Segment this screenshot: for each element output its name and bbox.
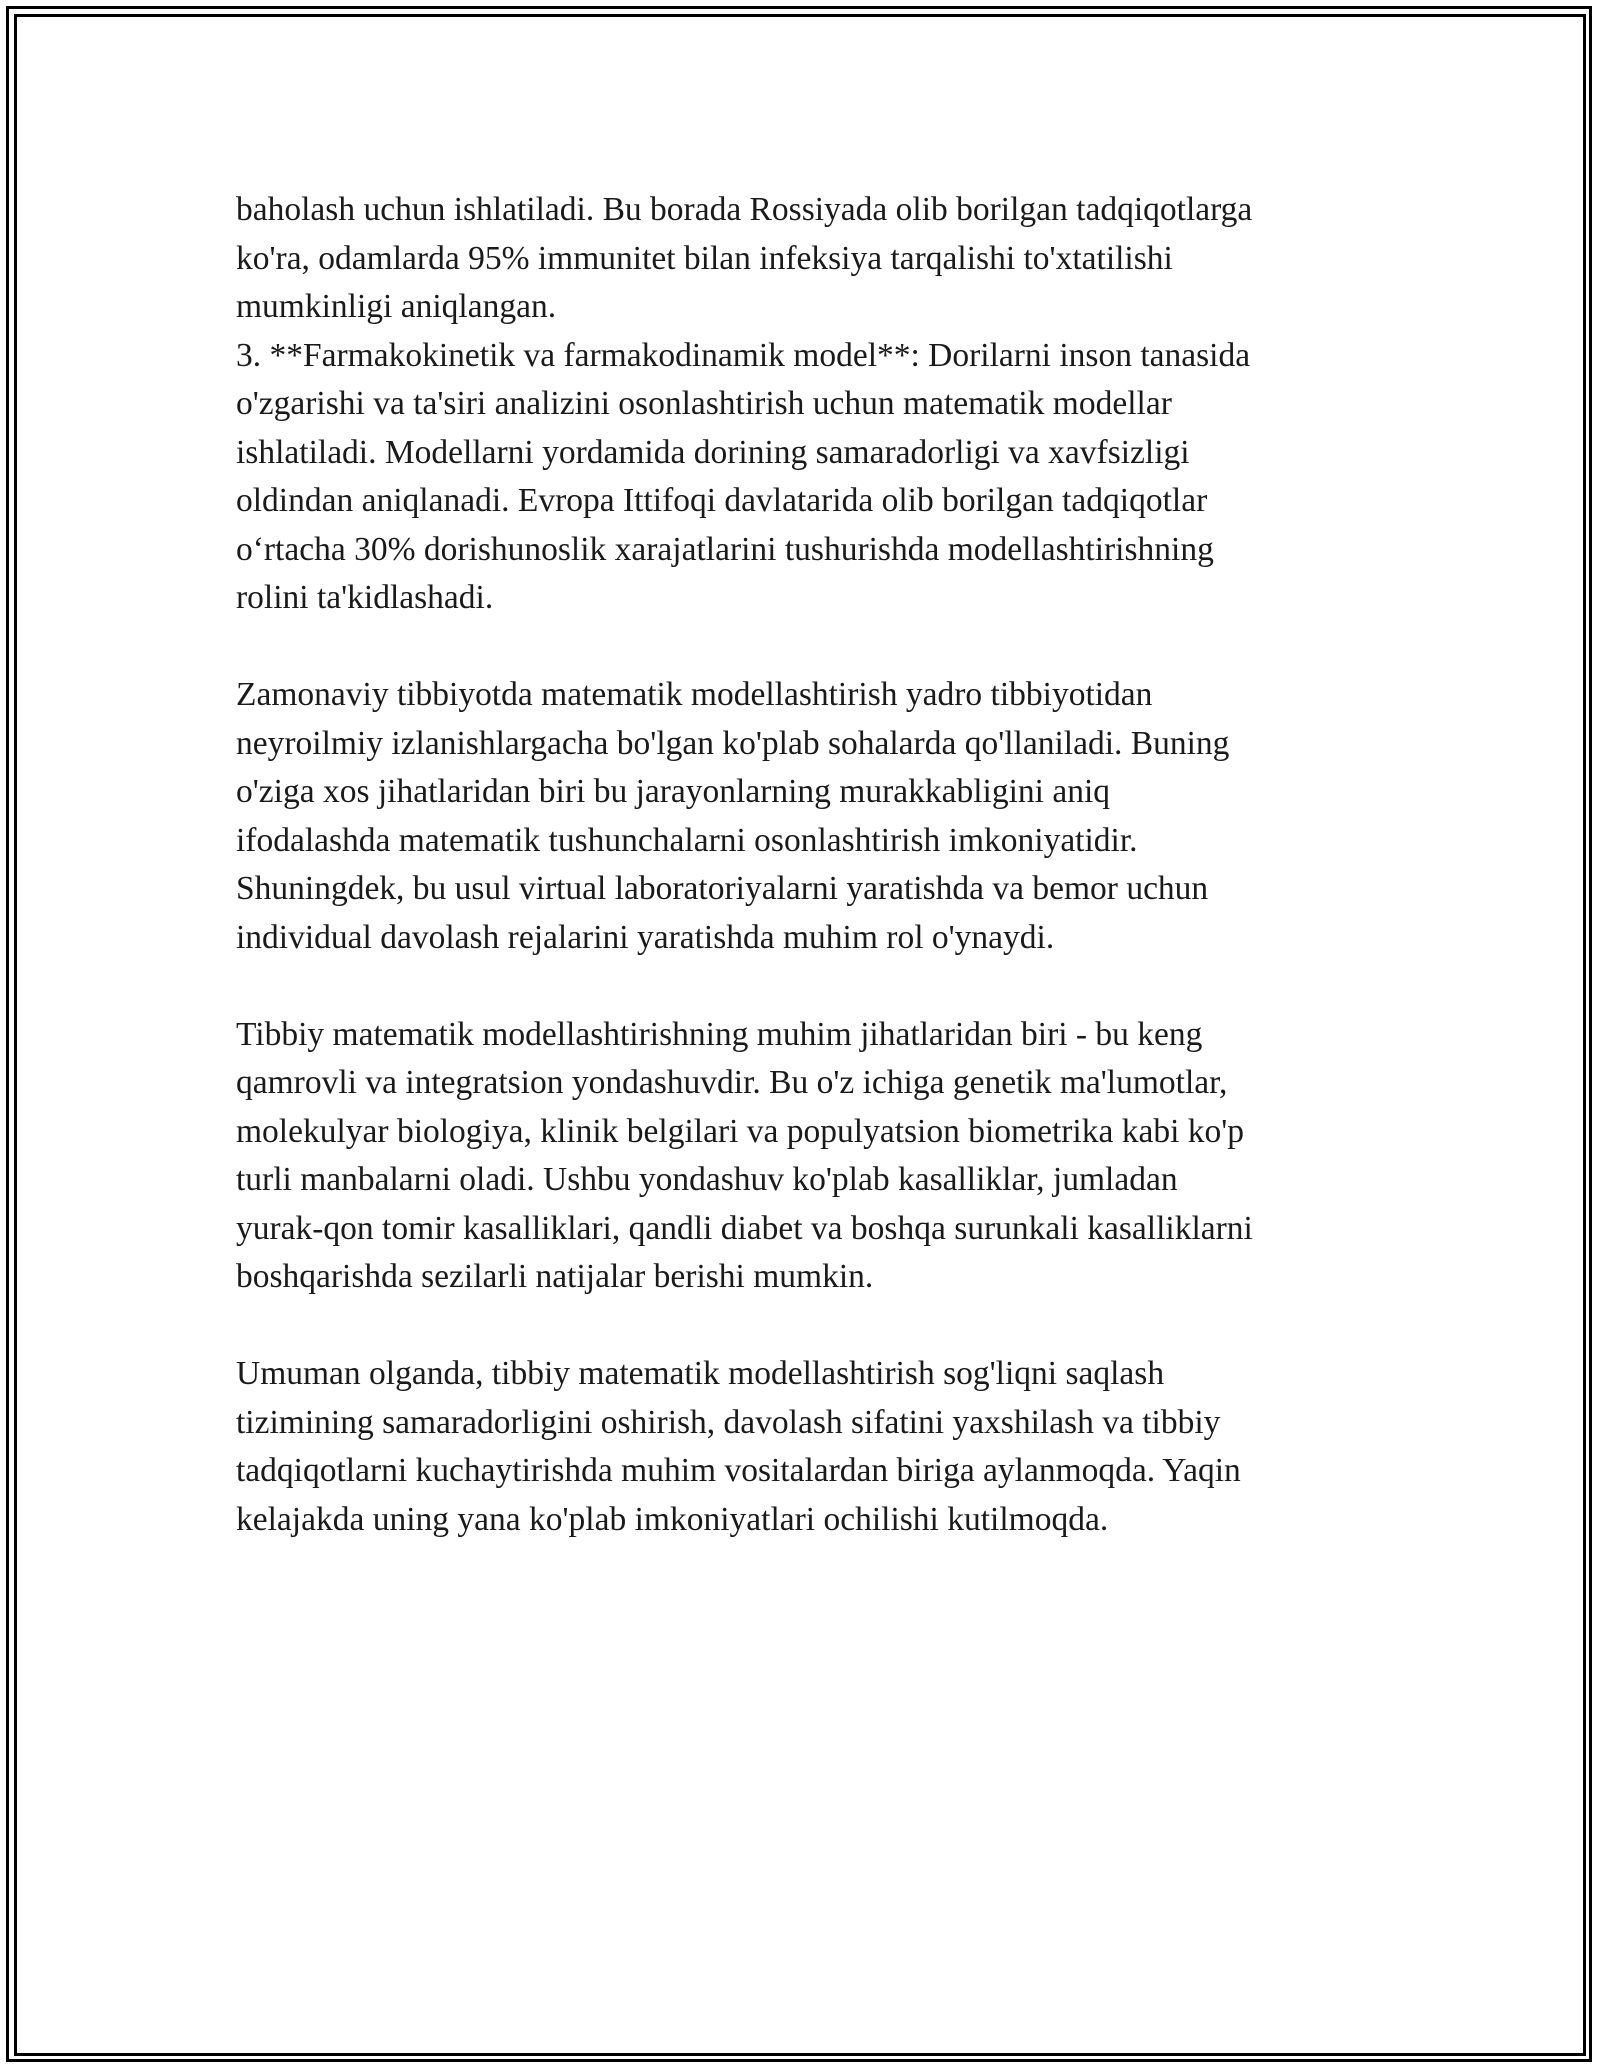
text-line: ko'ra, odamlarda 95% immunitet bilan infeksiya tarqalishi to'xtatilishi	[236, 239, 1173, 277]
text-line: mumkinligi aniqlangan.	[236, 288, 557, 325]
paragraph-4	[236, 1350, 1366, 1544]
text-line: Umuman olganda, tibbiy matematik modellashtirish sog'liqni saqlash	[236, 1355, 1165, 1392]
paragraph-spacer	[236, 623, 1366, 672]
text-line: boshqarishda sezilarli natijalar berishi mumkin.	[236, 1258, 874, 1295]
document-body	[236, 186, 1366, 1544]
text-line: ifodalashda matematik tushunchalarni osonlashtirish imkoniyatidir.	[236, 821, 1138, 859]
text-line: qamrovli va integratsion yondashuvdir. Bu o'z ichiga genetik ma'lumotlar,	[236, 1064, 1228, 1101]
text-line: tizimining samaradorligini oshirish, davolash sifatini yaxshilash va tibbiy	[236, 1403, 1221, 1441]
text-line: Shuningdek, bu usul virtual laboratoriyalarni yaratishda va bemor uchun	[236, 870, 1209, 907]
paragraph-3	[236, 1011, 1366, 1302]
text-line: yurak-qon tomir kasalliklari, qandli diabet va boshqa surunkali kasalliklarni	[236, 1209, 1253, 1247]
text-line: rolini ta'kidlashadi.	[236, 579, 494, 616]
text-line: baholash uchun ishlatiladi. Bu borada Rossiyada olib borilgan tadqiqotlarga	[236, 191, 1253, 228]
text-line: tadqiqotlarni kuchaytirishda muhim vositalardan biriga aylanmoqda. Yaqin	[236, 1452, 1241, 1489]
text-line: oldindan aniqlanadi. Evropa Ittifoqi davlatarida olib borilgan tadqiqotlar	[236, 482, 1208, 519]
paragraph-spacer	[236, 1302, 1366, 1351]
text-line: turli manbalarni oladi. Ushbu yondashuv ko'plab kasalliklar, jumladan	[236, 1161, 1178, 1198]
text-line: ishlatiladi. Modellarni yordamida dorining samaradorligi va xavfsizligi	[236, 433, 1190, 471]
text-line: Tibbiy matematik modellashtirishning muhim jihatlaridan biri - bu keng	[236, 1015, 1203, 1053]
paragraph-2	[236, 671, 1366, 962]
text-line: 3. **Farmakokinetik va farmakodinamik model**: Dorilarni inson tanasida	[236, 336, 1251, 374]
text-line: individual davolash rejalarini yaratishda muhim rol o'ynaydi.	[236, 918, 1055, 956]
paragraph-1	[236, 186, 1366, 623]
text-line: kelajakda uning yana ko'plab imkoniyatlari ochilishi kutilmoqda.	[236, 1500, 1109, 1538]
text-line: o'zgarishi va ta'siri analizini osonlashtirish uchun matematik modellar	[236, 385, 1172, 422]
paragraph-spacer	[236, 962, 1366, 1011]
text-line: o‘rtacha 30% dorishunoslik xarajatlarini tushurishda modellashtirishning	[236, 530, 1214, 568]
text-line: molekulyar biologiya, klinik belgilari va populyatsion biometrika kabi ko'p	[236, 1112, 1245, 1150]
text-line: o'ziga xos jihatlaridan biri bu jarayonlarning murakkabligini aniq	[236, 773, 1111, 810]
text-line: Zamonaviy tibbiyotda matematik modellashtirish yadro tibbiyotidan	[236, 676, 1153, 713]
text-line: neyroilmiy izlanishlargacha bo'lgan ko'plab sohalarda qo'llaniladi. Buning	[236, 724, 1230, 762]
